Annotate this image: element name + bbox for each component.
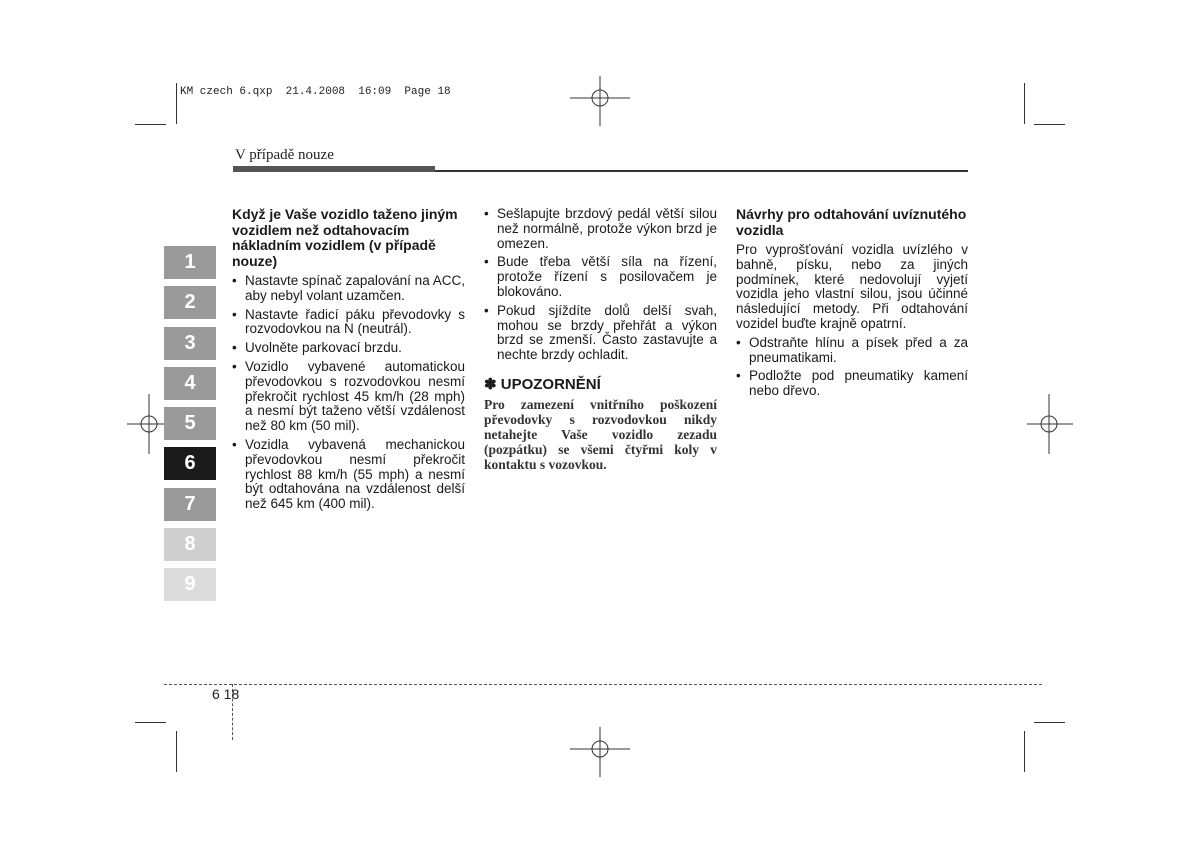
warning-title: ✽ UPOZORNĚNÍ — [484, 375, 601, 393]
chapter-tab-4[interactable]: 4 — [164, 367, 216, 400]
print-slug: KM czech 6.qxp 21.4.2008 16:09 Page 18 — [180, 86, 451, 98]
list-item: • Nastavte spínač zapalování na ACC, aby nebyl volant uzamčen. — [232, 273, 465, 303]
header-rule-thick — [233, 166, 435, 172]
stuck-vehicle-heading: Návrhy pro odtahování uvíznutého vozidla — [736, 206, 967, 238]
list-item: • Podložte pod pneumatiky kamení nebo dřevo. — [736, 368, 968, 399]
chapter-tab-3[interactable]: 3 — [164, 327, 216, 360]
list-item: • Nastavte řadicí páku převodovky s rozvodovkou na N (neutrál). — [232, 306, 465, 337]
chapter-tab-9[interactable]: 9 — [164, 568, 216, 601]
list-item: • Uvolněte parkovací brzdu. — [232, 340, 402, 356]
registration-mark-top — [570, 76, 630, 126]
chapter-tab-7[interactable]: 7 — [164, 488, 216, 521]
list-item: • Vozidla vybavená mechanickou převodovkou nesmí překročit rychlost 88 km/h (55 mph) a nesmí být odtahována na vzdálenost delší než 645 km (400 mil). — [232, 436, 465, 512]
column-1 — [232, 207, 465, 516]
footer-rule — [164, 684, 1042, 685]
column-2 — [484, 207, 717, 472]
chapter-tab-6[interactable]: 6 — [164, 447, 216, 480]
column-3 — [736, 207, 968, 403]
section-title: V případě nouze — [235, 147, 334, 163]
list-item: • Vozidlo vybavené automatickou převodovkou s rozvodovkou nesmí překročit rychlost 45 km/h (28 mph) a nesmí být taženo větší vzdálenost než 80 km (50 mil). — [232, 358, 465, 434]
header-rule-thin — [435, 170, 968, 172]
list-item: • Bude třeba větší síla na řízení, protože řízení s posilovačem je blokováno. — [484, 254, 717, 299]
list-item: • Odstraňte hlínu a písek před a za pneumatikami. — [736, 334, 968, 365]
registration-mark-right — [1027, 394, 1073, 454]
chapter-tab-2[interactable]: 2 — [164, 286, 216, 319]
braking-list — [484, 207, 717, 363]
page-number: 6 18 — [212, 686, 240, 702]
list-item: • Pokud sjíždíte dolů delší svah, mohou se brzdy přehřát a výkon brzd se zmenší. Často zastavujte a nechte brzdy ochladit. — [484, 302, 717, 363]
registration-mark-bottom — [570, 727, 630, 777]
towing-heading: Když je Vaše vozidlo taženo jiným vozidlem než odtahovacím nákladním vozidlem (v případě nouze) — [232, 206, 458, 269]
towing-list — [232, 274, 465, 512]
warning-body: Pro zamezení vnitřního poškození převodovky s rozvodovkou nikdy netahejte Vaše vozidlo zezadu (pozpátku) se všemi čtyřmi koly v kontaktu s vozovkou. — [484, 396, 717, 472]
chapter-tab-8[interactable]: 8 — [164, 528, 216, 561]
chapter-tab-1[interactable]: 1 — [164, 246, 216, 279]
chapter-tab-5[interactable]: 5 — [164, 407, 216, 440]
list-item: • Sešlapujte brzdový pedál větší silou než normálně, protože výkon brzd je omezen. — [484, 206, 717, 251]
stuck-vehicle-paragraph: Pro vyprošťování vozidla uvízlého v bahně, písku, nebo za jiných podmínek, které nedovolují vyjetí vozidla jeho vlastní silou, jsou účinné následující metody. Při odtahování vozidel buďte krajně opatrní. — [736, 242, 968, 331]
stuck-vehicle-list — [736, 336, 968, 399]
